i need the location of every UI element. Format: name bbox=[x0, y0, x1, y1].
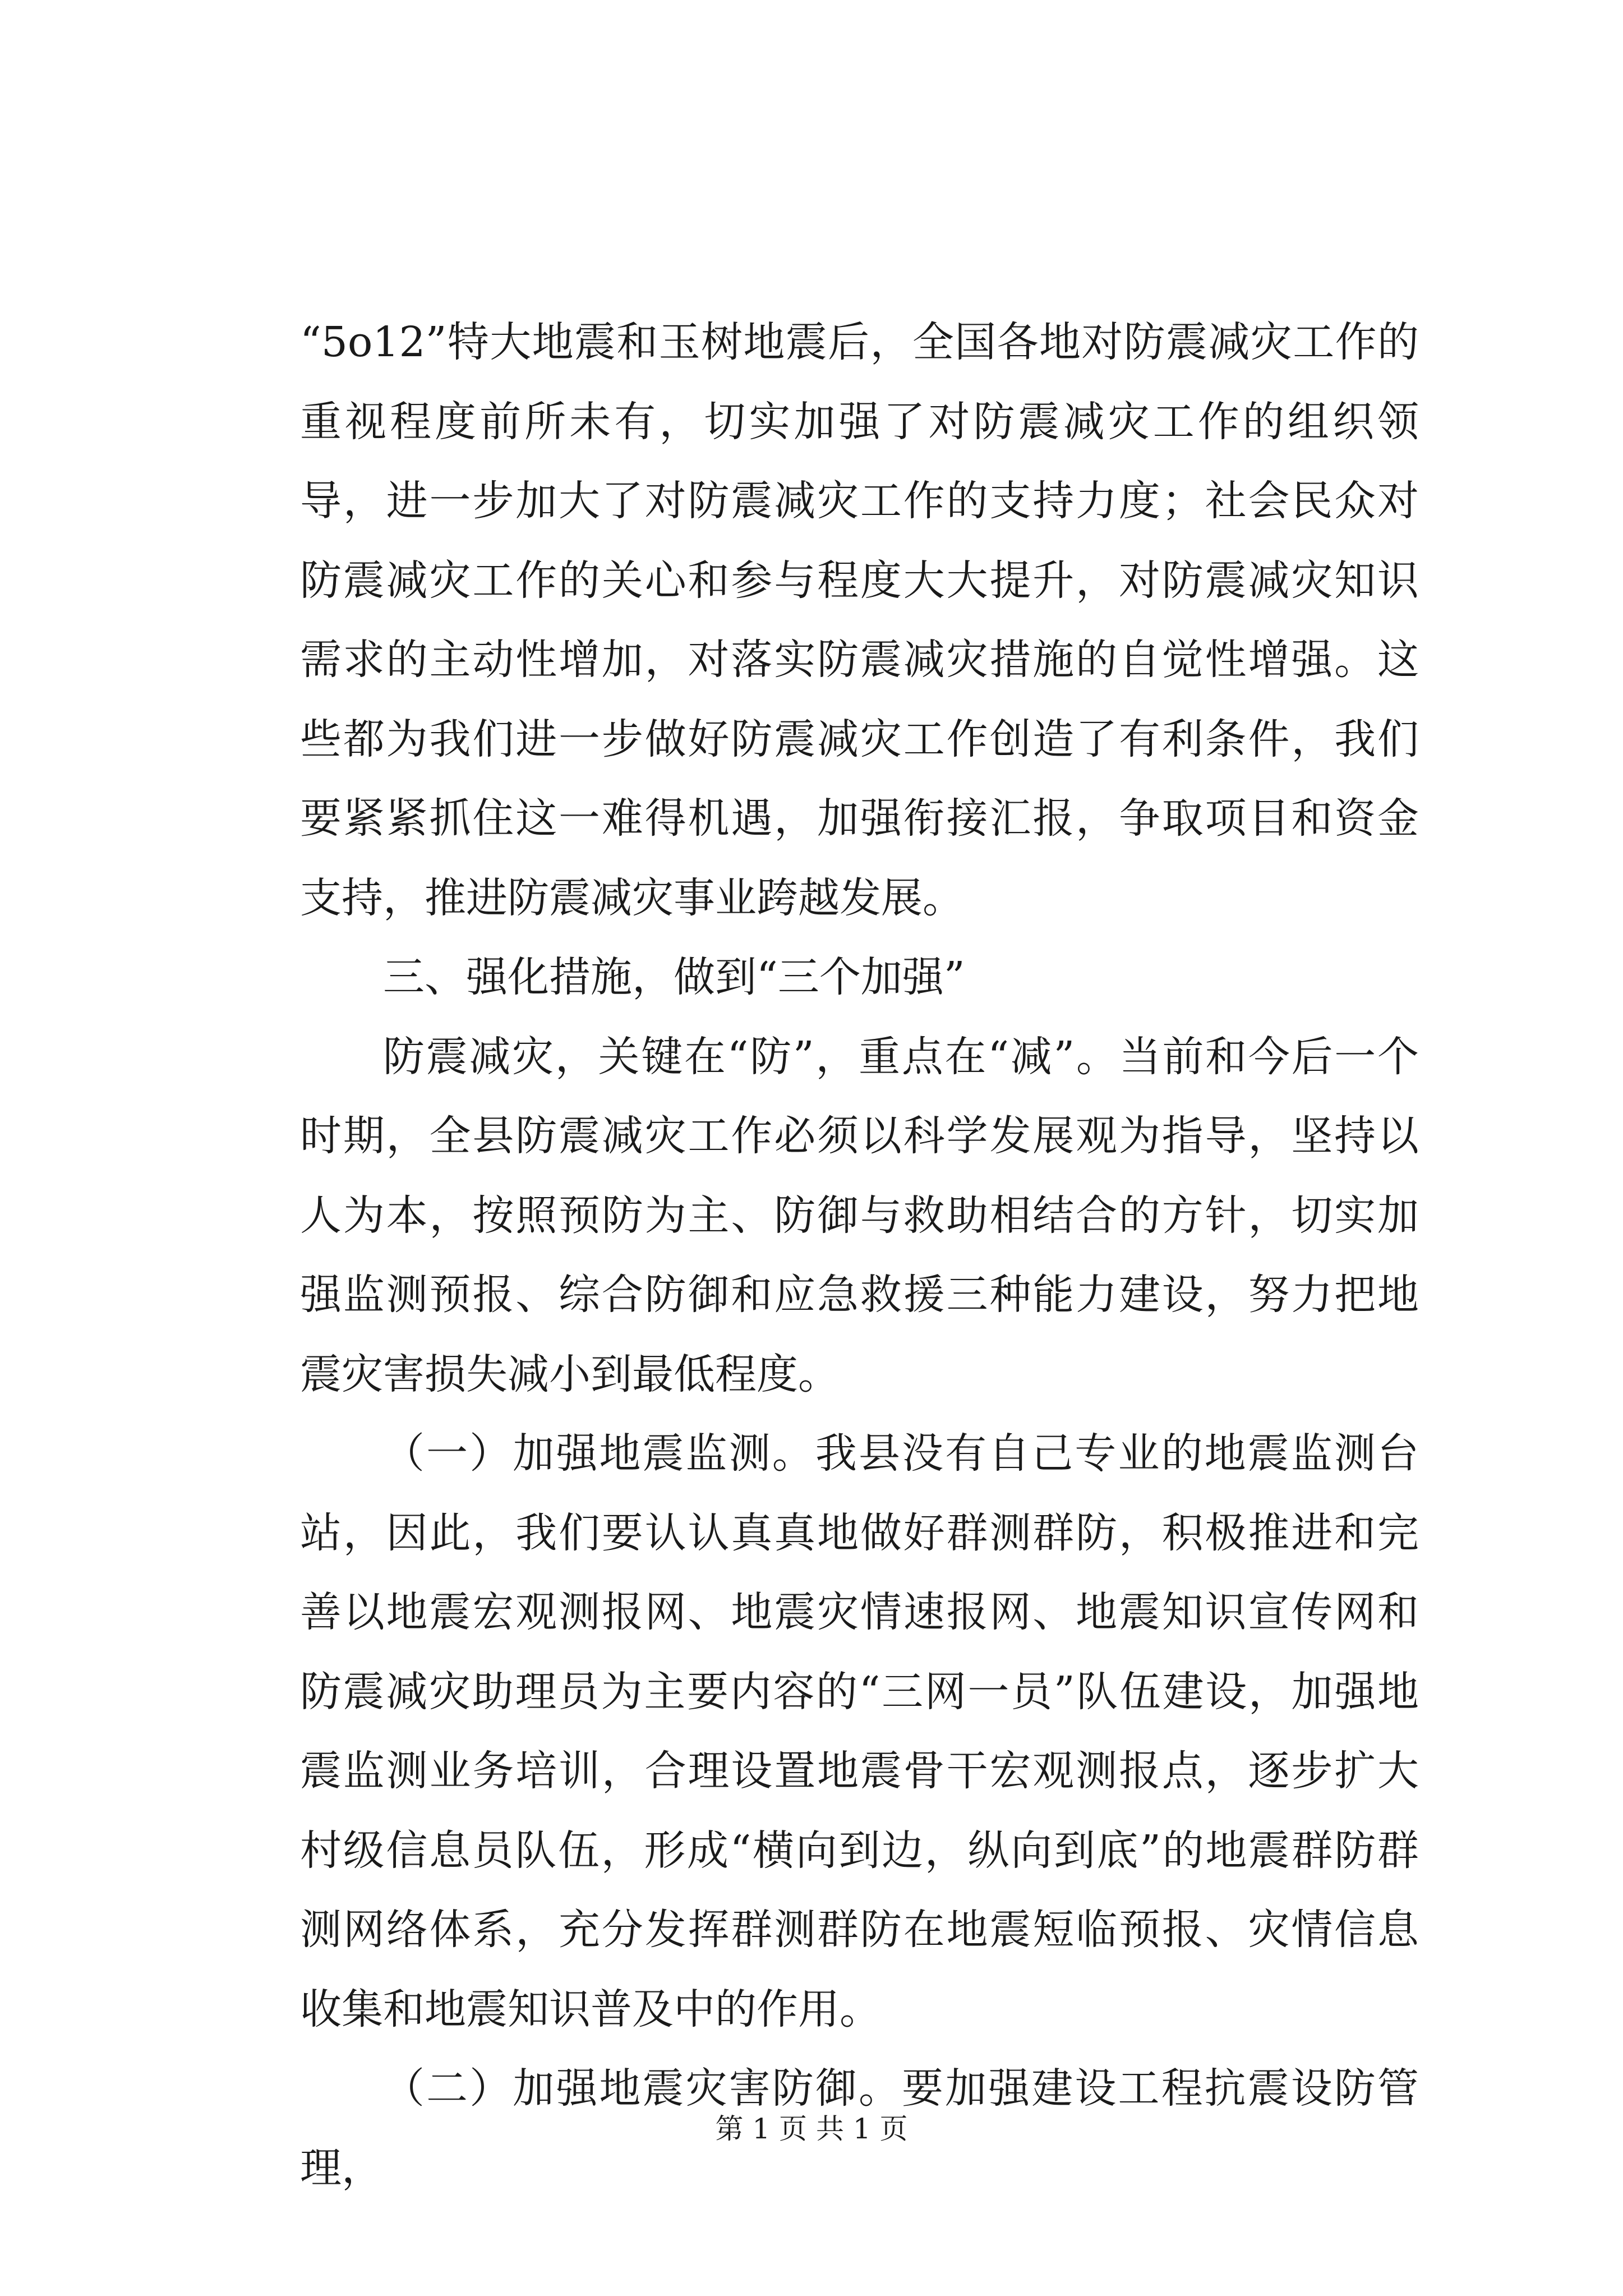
document-body bbox=[300, 303, 1419, 2208]
section-heading-3: 三、强化措施，做到“三个加强” bbox=[383, 953, 965, 1001]
paragraph-monitoring: （一）加强地震监测。我县没有自己专业的地震监测台站，因此，我们要认认真真地做好群测群防，积极推进和完善以地震宏观测报网、地震灾情速报网、地震知识宣传网和防震减灾助理员为主要内容的“三网一员”队伍建设，加强地震监测业务培训，合理设置地震骨干宏观测报点，逐步扩大村级信息员队伍，形成“横向到边，纵向到底”的地震群防群测网络体系，充分发挥群测群防在地震短临预报、灾情信息收集和地震知识普及中的作用。 bbox=[300, 1429, 1419, 2033]
paragraph-1: “5o12”特大地震和玉树地震后，全国各地对防震减灾工作的重视程度前所未有，切实加强了对防震减灾工作的组织领导，进一步加大了对防震减灾工作的支持力度；社会民众对防震减灾工作的关心和参与程度大大提升，对防震减灾知识需求的主动性增加，对落实防震减灾措施的自觉性增强。这些都为我们进一步做好防震减灾工作创造了有利条件，我们要紧紧抓住这一难得机遇，加强衔接汇报，争取项目和资金支持，推进防震减灾事业跨越发展。 bbox=[300, 318, 1419, 922]
paragraph-2: 防震减灾，关键在“防”，重点在“减”。当前和今后一个时期，全县防震减灾工作必须以科学发展观为指导，坚持以人为本，按照预防为主、防御与救助相结合的方针，切实加强监测预报、综合防御和应急救援三种能力建设，努力把地震灾害损失减小到最低程度。 bbox=[300, 1032, 1419, 1398]
page-footer: 第 1 页 共 1 页 bbox=[715, 2113, 908, 2145]
paragraph-defense: （二）加强地震灾害防御。要加强建设工程抗震设防管理， bbox=[300, 2064, 1419, 2192]
